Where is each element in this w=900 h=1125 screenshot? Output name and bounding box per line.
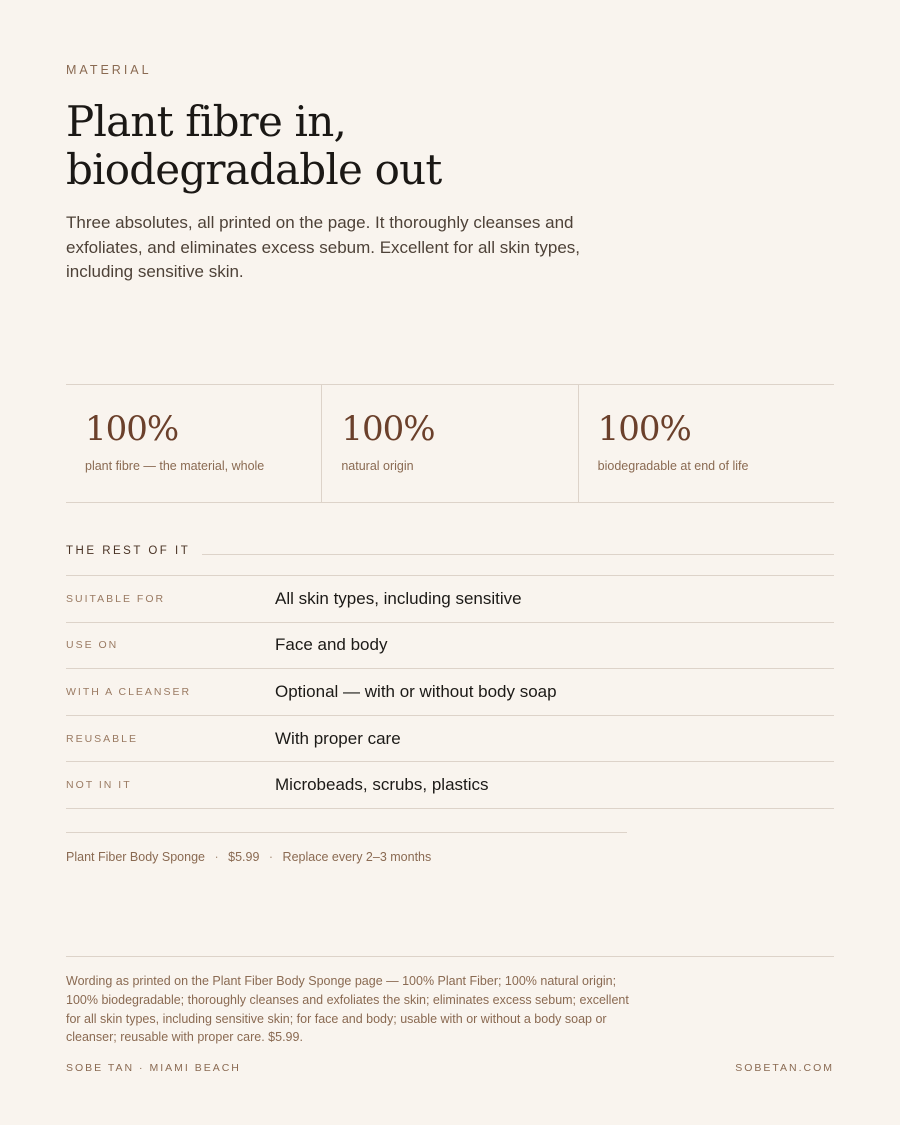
spec-label: REUSABLE <box>66 732 139 745</box>
separator: · <box>214 850 219 864</box>
stats-row <box>66 384 834 503</box>
spec-list <box>66 575 834 809</box>
lede-paragraph: Three absolutes, all printed on the page. It thoroughly cleanses and exfoliates, and eliminates excess sebum. Excellent for all skin types, including sensitive skin. <box>66 213 581 281</box>
divider <box>66 832 627 833</box>
divider <box>202 554 834 555</box>
product-name: Plant Fiber Body Sponge <box>66 850 205 864</box>
replacement-interval: Replace every 2–3 months <box>282 850 432 864</box>
spec-label: USE ON <box>66 639 119 652</box>
spec-value: Face and body <box>275 635 388 655</box>
spec-label: NOT IN IT <box>66 779 132 792</box>
stat-label: plant fibre — the material, whole <box>85 459 265 473</box>
brand-location: SOBE TAN · MIAMI BEACH <box>66 1062 241 1074</box>
divider <box>66 956 834 957</box>
rest-section-header <box>66 545 834 557</box>
footnote: Wording as printed on the Plant Fiber Body Sponge page — 100% Plant Fiber; 100% natural origin; 100% biodegradable; thoroughly cleanses and exfoliates the skin; eliminates excess sebum; excellent for all skin types, including sensitive skin; for face and body; usable with or without a body soap or cleanser; reusable with proper care. $5.99. <box>66 974 629 1045</box>
product-price: $5.99 <box>228 850 260 864</box>
stat-value: 100% <box>341 409 435 449</box>
spec-value: Microbeads, scrubs, plastics <box>275 775 489 795</box>
title-line-1: Plant fibre in, <box>66 97 346 146</box>
stat-natural-origin <box>321 385 577 502</box>
separator: · <box>268 850 274 864</box>
rest-section-title: THE REST OF IT <box>66 545 191 557</box>
spec-row-with-a-cleanser <box>66 669 834 716</box>
spec-label: SUITABLE FOR <box>66 592 166 605</box>
eyebrow: MATERIAL <box>66 63 152 77</box>
spec-row-suitable-for <box>66 576 834 623</box>
spec-label: WITH A CLEANSER <box>66 685 192 698</box>
stat-label: biodegradable at end of life <box>597 459 749 473</box>
stat-plant-fibre <box>66 385 321 502</box>
title-line-2: biodegradable out <box>66 145 442 194</box>
stat-value: 100% <box>597 409 691 449</box>
brand-website: SOBETAN.COM <box>735 1062 834 1074</box>
spec-row-reusable <box>66 716 834 763</box>
stat-biodegradable <box>578 385 834 502</box>
spec-row-use-on <box>66 623 834 670</box>
stat-value: 100% <box>85 409 179 449</box>
spec-row-not-in-it <box>66 762 834 809</box>
product-summary <box>66 850 431 864</box>
stat-label: natural origin <box>341 459 414 473</box>
spec-value: Optional — with or without body soap <box>275 681 557 701</box>
spec-value: With proper care <box>275 728 401 748</box>
page-title <box>66 98 706 194</box>
spec-value: All skin types, including sensitive <box>275 588 522 608</box>
